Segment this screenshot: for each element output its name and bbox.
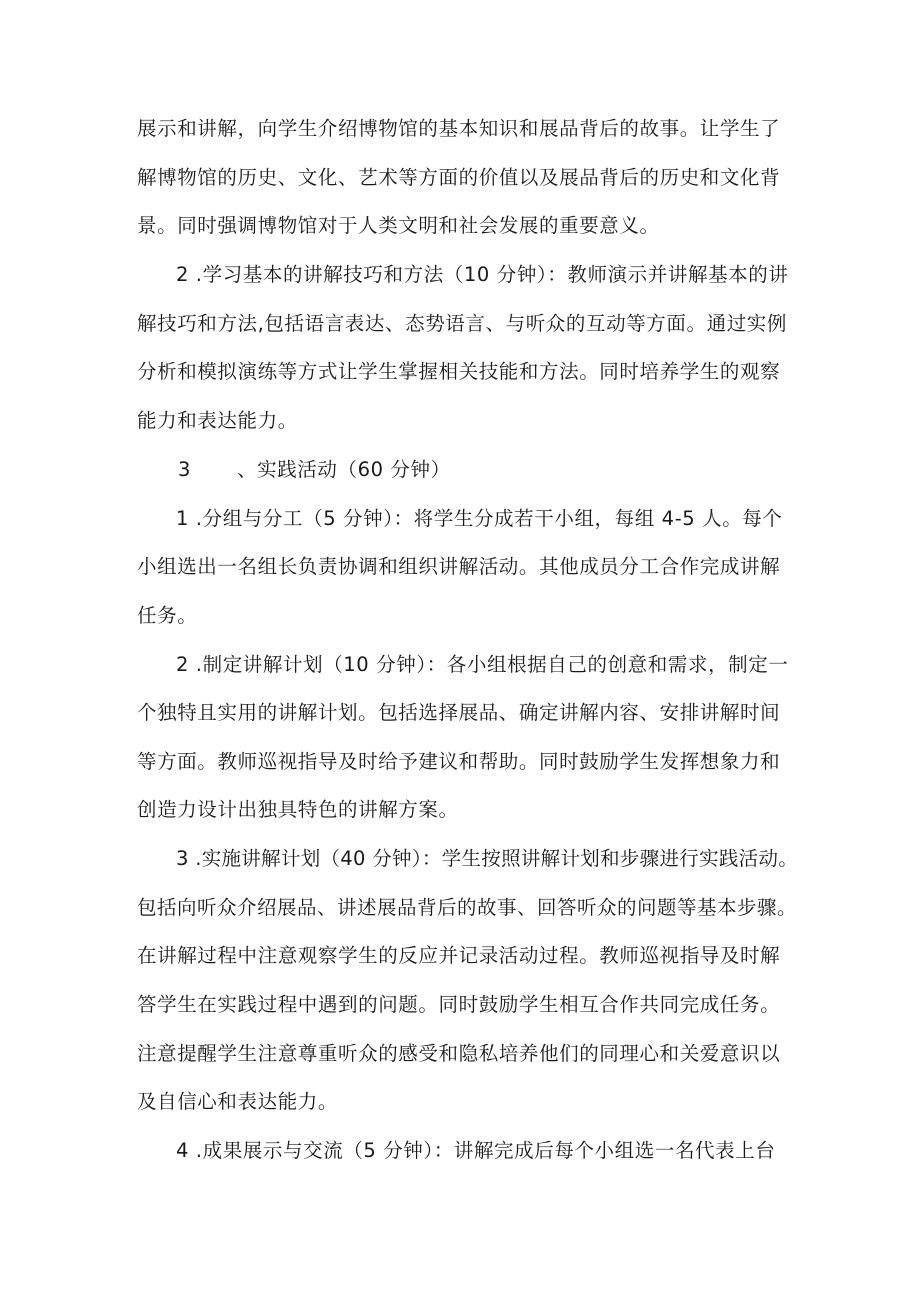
text-line: 2 .学习基本的讲解技巧和方法（10 分钟）：教师演示并讲解基本的讲 [176, 263, 789, 286]
text-line: 任务。 [137, 604, 198, 627]
text-line: 包括向听众介绍展品、讲述展品背后的故事、回答听众的问题等基本步骤。 [137, 896, 798, 919]
text-line: 能力和表达能力。 [137, 409, 298, 432]
text-line: 展示和讲解，向学生介绍博物馆的基本知识和展品背后的故事。让学生了 [137, 117, 781, 140]
text-line: 解博物馆的历史、文化、艺术等方面的价值以及展品背后的历史和文化背 [137, 166, 781, 189]
section-title: 、实践活动（60 分钟） [237, 458, 451, 481]
text-line: 等方面。教师巡视指导及时给予建议和帮助。同时鼓励学生发挥想象力和 [137, 750, 781, 773]
text-line: 在讲解过程中注意观察学生的反应并记录活动过程。教师巡视指导及时解 [137, 944, 781, 967]
text-line: 注意提醒学生注意尊重听众的感受和隐私培养他们的同理心和关爱意识以 [137, 1042, 781, 1065]
text-line: 3 .实施讲解计划（40 分钟）：学生按照讲解计划和步骤进行实践活动。 [176, 847, 799, 870]
text-line: 答学生在实践过程中遇到的问题。同时鼓励学生相互合作共同完成任务。 [137, 993, 781, 1016]
text-line: 个独特且实用的讲解计划。包括选择展品、确定讲解内容、安排讲解时间 [137, 701, 781, 724]
text-line: 分析和模拟演练等方式让学生掌握相关技能和方法。同时培养学生的观察 [137, 360, 781, 383]
text-line: 2 .制定讲解计划（10 分钟）：各小组根据自己的创意和需求，制定一 [176, 653, 789, 676]
text-line: 1 .分组与分工（5 分钟）：将学生分成若干小组，每组 4-5 人。每个 [176, 507, 783, 530]
text-line: 解技巧和方法,包括语言表达、态势语言、与听众的互动等方面。通过实例 [137, 312, 787, 335]
text-line: 及自信心和表达能力。 [137, 1090, 339, 1113]
text-line: 景。同时强调博物馆对于人类文明和社会发展的重要意义。 [137, 214, 660, 237]
section-number: 3 [178, 458, 191, 481]
text-line: 小组选出一名组长负责协调和组织讲解活动。其他成员分工合作完成讲解 [137, 555, 781, 578]
text-line: 4 .成果展示与交流（5 分钟）：讲解完成后每个小组选一名代表上台 [176, 1139, 776, 1162]
text-line: 创造力设计出独具特色的讲解方案。 [137, 798, 459, 821]
